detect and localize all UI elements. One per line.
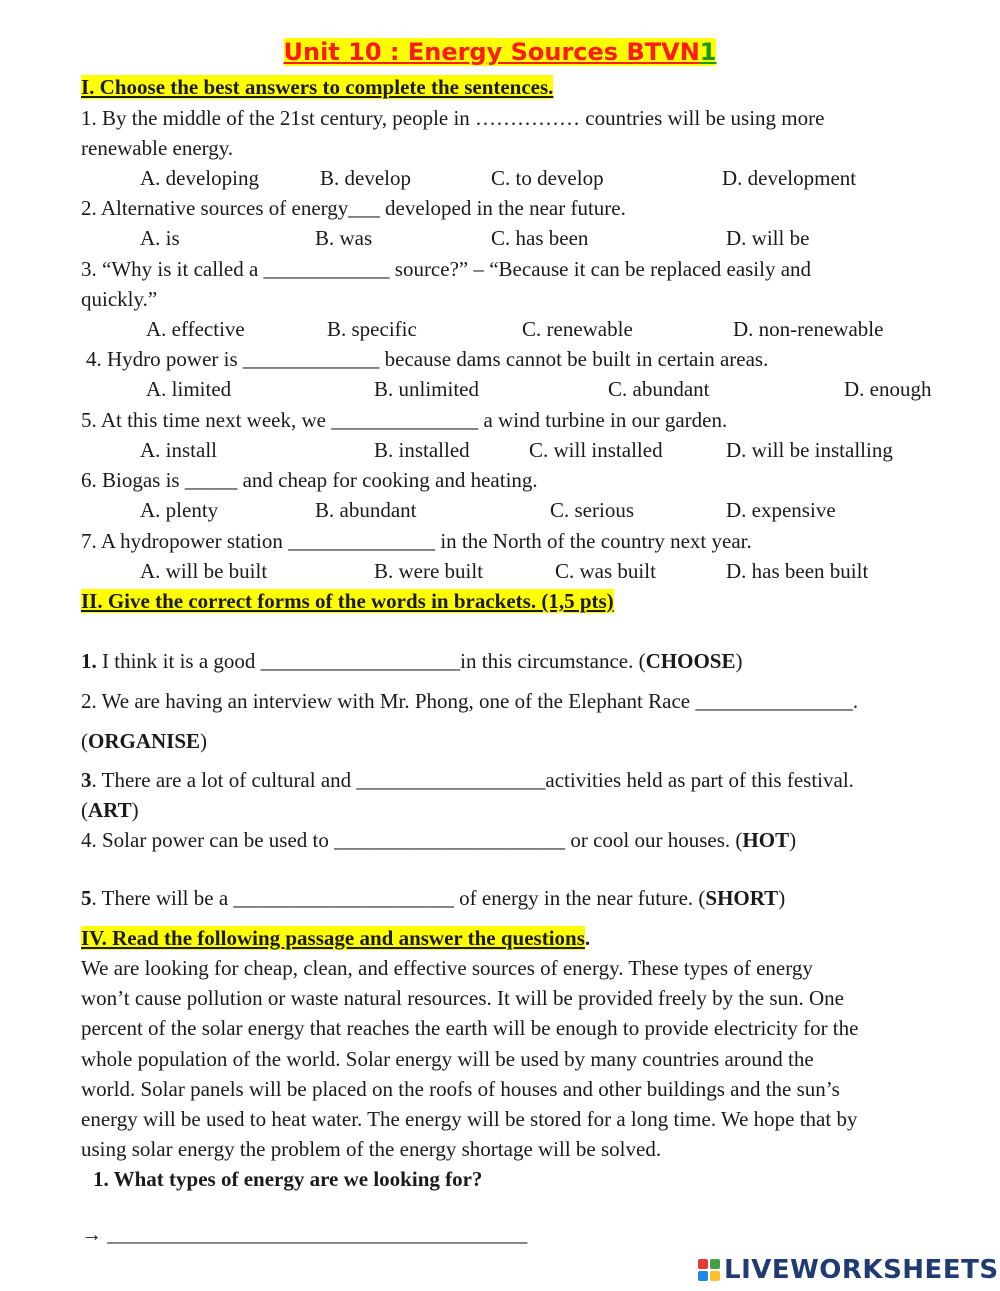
passage-line: won’t cause pollution or waste natural resources. It will be provided freely by the sun. One xyxy=(81,986,844,1010)
passage-line: We are looking for cheap, clean, and effective sources of energy. These types of energy xyxy=(81,956,813,980)
q6-option-c: C. serious xyxy=(550,498,634,522)
word-form-item-3: 3. There are a lot of cultural and __________________activities held as part of this festival. xyxy=(81,768,854,792)
q2-option-b: B. was xyxy=(315,226,373,250)
question-7-text: 7. A hydropower station ______________ in the North of the country next year. xyxy=(81,529,752,553)
q4-option-c: C. abundant xyxy=(608,377,710,401)
q7-option-b: B. were built xyxy=(374,559,484,583)
q3-option-c: C. renewable xyxy=(522,317,633,341)
q1-option-c: C. to develop xyxy=(491,166,604,190)
question-1-text: 1. By the middle of the 21st century, people in …………… countries will be using more xyxy=(81,106,825,130)
worksheet-title: Unit 10 : Energy Sources BTVN1 xyxy=(283,38,717,66)
passage-line: world. Solar panels will be placed on the roofs of houses and other buildings and the sun’s xyxy=(81,1077,840,1101)
question-3-text: 3. “Why is it called a ____________ source?” – “Because it can be replaced easily and xyxy=(81,257,812,281)
q7-option-a: A. will be built xyxy=(140,559,268,583)
q2-option-c: C. has been xyxy=(491,226,589,250)
section4-heading: IV. Read the following passage and answer the questions. xyxy=(81,926,591,950)
q1-option-d: D. development xyxy=(722,166,857,190)
word-form-item-3-word: (ART) xyxy=(81,798,139,822)
q6-option-a: A. plenty xyxy=(140,498,219,522)
q3-option-b: B. specific xyxy=(327,317,417,341)
q1-option-b: B. develop xyxy=(320,166,411,190)
question-6-text: 6. Biogas is _____ and cheap for cooking and heating. xyxy=(81,468,538,492)
word-form-item-1: 1. I think it is a good ___________________in this circumstance. (CHOOSE) xyxy=(81,649,743,673)
answer-line: → ________________________________________ xyxy=(81,1222,528,1246)
word-form-item-2-word: (ORGANISE) xyxy=(81,729,208,753)
word-form-item-2: 2. We are having an interview with Mr. Phong, one of the Elephant Race _______________. xyxy=(81,689,859,713)
q7-option-d: D. has been built xyxy=(726,559,869,583)
liveworksheets-logo xyxy=(698,1252,999,1288)
reading-question-1: 1. What types of energy are we looking for? xyxy=(93,1167,483,1191)
question-1-text-cont: renewable energy. xyxy=(81,136,234,160)
q6-option-d: D. expensive xyxy=(726,498,836,522)
passage-line: whole population of the world. Solar energy will be used by many countries around the xyxy=(81,1047,814,1071)
q5-option-b: B. installed xyxy=(374,438,470,462)
q7-option-c: C. was built xyxy=(555,559,656,583)
liveworksheets-logo-icon xyxy=(698,1259,720,1281)
q5-option-a: A. install xyxy=(140,438,217,462)
q3-option-d: D. non-renewable xyxy=(733,317,884,341)
q2-option-a: A. is xyxy=(140,226,180,250)
passage-line: energy will be used to heat water. The energy will be stored for a long time. We hope that by xyxy=(81,1107,858,1131)
q1-option-a: A. developing xyxy=(140,166,259,190)
question-4-text: 4. Hydro power is _____________ because dams cannot be built in certain areas. xyxy=(86,347,769,371)
passage-line: using solar energy the problem of the energy shortage will be solved. xyxy=(81,1137,662,1161)
q6-option-b: B. abundant xyxy=(315,498,417,522)
passage-line: percent of the solar energy that reaches the earth will be enough to provide electricity for the xyxy=(81,1016,859,1040)
section2-heading: II. Give the correct forms of the words in brackets. (1,5 pts) xyxy=(81,589,614,613)
word-form-item-4: 4. Solar power can be used to ______________________ or cool our houses. (HOT) xyxy=(81,828,797,852)
q4-option-a: A. limited xyxy=(146,377,232,401)
q2-option-d: D. will be xyxy=(726,226,810,250)
section1-heading: I. Choose the best answers to complete the sentences. xyxy=(81,75,554,99)
q5-option-d: D. will be installing xyxy=(726,438,893,462)
question-3-text-cont: quickly.” xyxy=(81,287,158,311)
liveworksheets-logo-text: LIVEWORKSHEETS xyxy=(724,1255,999,1285)
q4-option-d: D. enough xyxy=(844,377,932,401)
q3-option-a: A. effective xyxy=(146,317,245,341)
question-5-text: 5. At this time next week, we ______________ a wind turbine in our garden. xyxy=(81,408,728,432)
q5-option-c: C. will installed xyxy=(529,438,663,462)
question-2-text: 2. Alternative sources of energy___ developed in the near future. xyxy=(81,196,626,220)
q4-option-b: B. unlimited xyxy=(374,377,479,401)
word-form-item-5: 5. There will be a _____________________ of energy in the near future. (SHORT) xyxy=(81,886,786,910)
